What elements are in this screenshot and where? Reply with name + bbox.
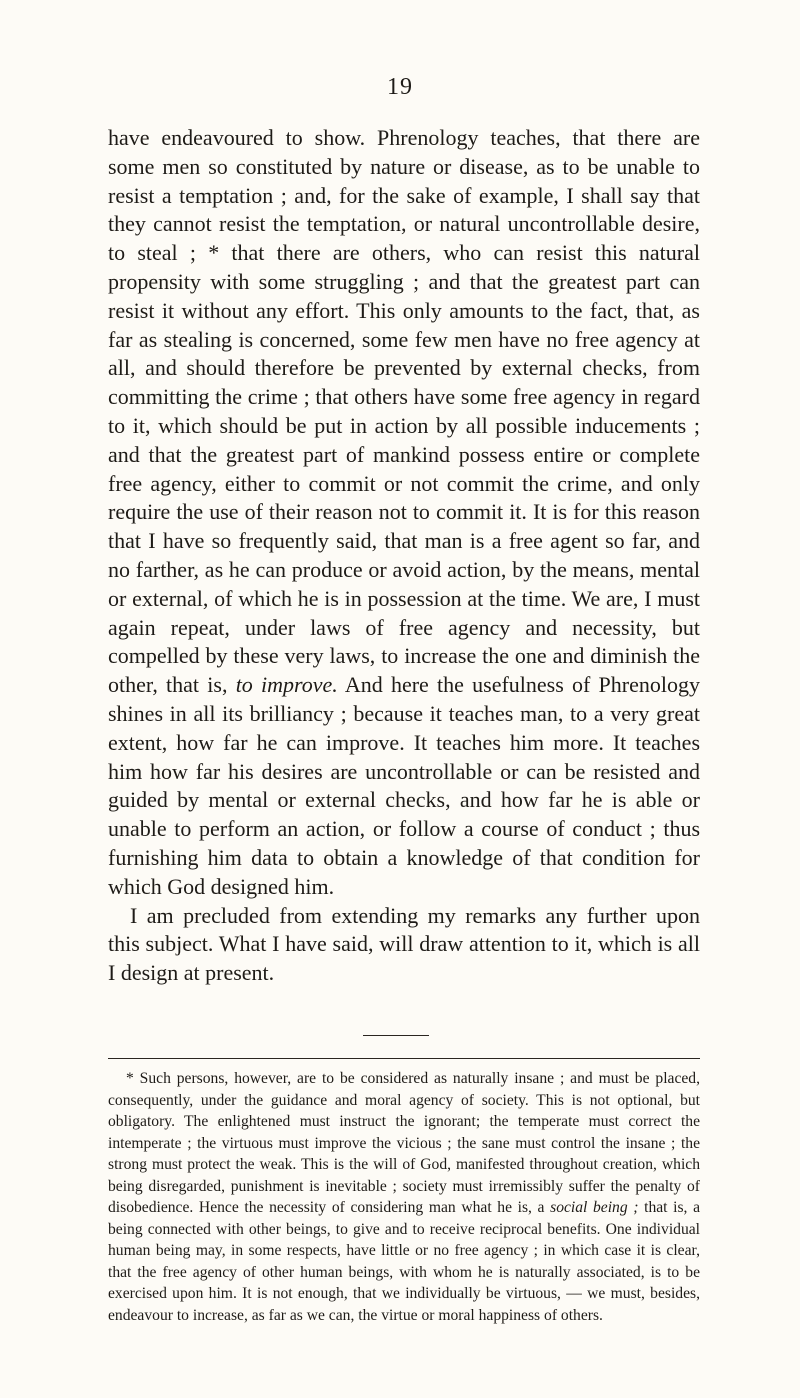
paragraph-1-text-a: have endeavoured to show. Phrenology teaches, that there are some men so constituted by nature or disease, as to be unable to resist a temptation ; and, for the sake of example, I shall say that they cannot resist the temptation, or natural uncontrollable desire, to steal ; * that there are others, who can resist this natural propensity with some struggling ; and that the greatest part can resist it without any effort. This only amounts to the fact, that, as far as stealing is concerned, some few men have no free agency at all, and should therefore be prevented by external checks, from committing the crime ; that others have some free agency in regard to it, which should be put in action by all possible inducements ; and that the greatest part of mankind possess entire or complete free agency, either to commit or not commit the crime, and only require the use of their reason not to commit it. It is for this reason that I have so frequently said, that man is a free agent so far, and no farther, as he can produce or avoid action, by the means, mental or external, of which he is in possession at the time. We are, I must again repeat, under laws of free agency and necessity, but compelled by these very laws, to increase the one and diminish the other, that is,	[108, 125, 700, 698]
emphasis-to-improve: to improve.	[235, 672, 338, 698]
footnote-rule	[108, 1058, 700, 1059]
section-divider	[363, 1035, 429, 1036]
footnote	[108, 1068, 700, 1326]
footnote-text-a: * Such persons, however, are to be considered as naturally insane ; and must be placed, consequently, under the guidance and moral agency of society. This is not optional, but obligatory. The enlightened must instruct the ignorant; the temperate must correct the intemperate ; the virtuous must improve the vicious ; the sane must control the insane ; the strong must protect the weak. This is the will of God, manifested throughout creation, which being disregarded, punishment is inevitable ; society must irremissibly suffer the penalty of disobedience. Hence the necessity of considering man what he is, a	[108, 1070, 700, 1216]
paragraph-1-text-b: And here the usefulness of Phrenology shines in all its brilliancy ; because it teaches man, to a very great extent, how far he can improve. It teaches him more. It teaches him how far his desires are uncontrollable or can be resisted and guided by mental or external checks, and how far he is able or unable to perform an action, or follow a course of conduct ; thus furnishing him data to obtain a knowledge of that condition for which God designed him.	[108, 672, 700, 899]
paragraph-2: I am precluded from extending my remarks any further upon this subject. What I have said, will draw attention to it, which is all I design at present.	[108, 902, 700, 986]
paragraph-1	[108, 124, 700, 902]
page-number: 19	[387, 74, 413, 100]
footnote-text-b: that is, a being connected with other beings, to give and to receive reciprocal benefits. One individual human being may, in some respects, have little or no free agency ; in which case it is clear, that the free agency of other human beings, with whom he is naturally associated, is to be exercised upon him. It is not enough, that we individually be virtuous, — we must, besides, endeavour to increase, as far as we can, the virtue or moral happiness of others.	[108, 1199, 700, 1324]
main-text	[108, 124, 700, 988]
emphasis-social-being: social being ;	[550, 1199, 639, 1216]
